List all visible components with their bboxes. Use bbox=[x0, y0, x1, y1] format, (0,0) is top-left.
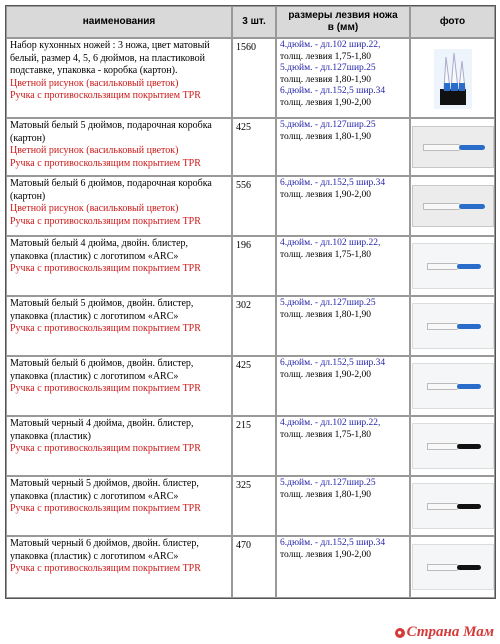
blade-dimensions-text: 4.дюйм. - дл.102 шир.22, bbox=[280, 418, 381, 428]
blade-dimensions-text: 5.дюйм. - дл.127шир.25 bbox=[280, 478, 376, 488]
blister-pack-photo bbox=[412, 423, 494, 469]
product-name-cell bbox=[6, 236, 232, 296]
product-feature-text: Цветной рисунок (васильковый цветок) bbox=[10, 145, 179, 156]
watermark-text: Страна Мам bbox=[406, 624, 494, 640]
blade-size-cell bbox=[276, 296, 410, 356]
watermark-logo: ● Страна Мам bbox=[395, 624, 494, 641]
product-feature-text: Ручка с противоскользящим покрытием TPR bbox=[10, 263, 201, 274]
table-row bbox=[6, 476, 495, 536]
table-row bbox=[6, 176, 495, 236]
blister-pack-photo bbox=[412, 544, 494, 590]
blade-dimensions-text: 6.дюйм. - дл.152,5 шир.34 bbox=[280, 358, 386, 368]
blade-dimensions-text: 4.дюйм. - дл.102 шир.22, bbox=[280, 40, 381, 50]
photo-cell bbox=[410, 176, 495, 236]
table-row bbox=[6, 296, 495, 356]
product-description-text: Матовый белый 5 дюймов, двойн. блистер, упаковка (пластик) с логотипом «ARC» bbox=[10, 298, 194, 322]
blade-dimensions-text: 6.дюйм. - дл.152,5 шир.34 bbox=[280, 86, 386, 96]
photo-cell bbox=[410, 476, 495, 536]
blade-size-cell bbox=[276, 118, 410, 176]
product-feature-text: Ручка с противоскользящим покрытием TPR bbox=[10, 215, 201, 227]
product-name-cell bbox=[6, 416, 232, 476]
photo-cell bbox=[410, 38, 495, 118]
header-size-line2: в (мм) bbox=[327, 22, 359, 33]
product-feature-text: Ручка с противоскользящим покрытием TPR bbox=[10, 90, 201, 101]
quantity-cell: 470 bbox=[232, 536, 276, 598]
blade-thickness-text: толщ. лезвия 1,80-1,90 bbox=[280, 131, 372, 142]
blade-dimensions-text: 5.дюйм. - дл.127шир.25 bbox=[280, 63, 376, 73]
blade-dimensions-text: 4.дюйм. - дл.102 шир.22, bbox=[280, 238, 381, 248]
blade-dimensions-text: 5.дюйм. - дл.127шир.25 bbox=[280, 120, 376, 130]
quantity-cell: 325 bbox=[232, 476, 276, 536]
product-table bbox=[5, 5, 496, 599]
photo-cell bbox=[410, 296, 495, 356]
quantity-cell: 196 bbox=[232, 236, 276, 296]
product-name-cell bbox=[6, 356, 232, 416]
photo-cell bbox=[410, 236, 495, 296]
blade-size-cell bbox=[276, 38, 410, 118]
quantity-cell: 556 bbox=[232, 176, 276, 236]
product-feature-text: Ручка с противоскользящим покрытием TPR bbox=[10, 323, 201, 334]
product-feature-text: Ручка с противоскользящим покрытием TPR bbox=[10, 157, 201, 169]
product-description-text: Матовый белый 5 дюймов, подарочная коробка (картон) bbox=[10, 120, 212, 144]
quantity-cell: 425 bbox=[232, 356, 276, 416]
blade-thickness-text: толщ. лезвия 1,90-2,00 bbox=[280, 97, 372, 108]
product-description-text: Набор кухонных ножей : 3 ножа, цвет матовый белый, размер 4, 5, 6 дюймов, на пластиковой подставке, упаковка - коробка (картон). bbox=[10, 40, 210, 76]
blade-dimensions-text: 5.дюйм. - дл.127шир.25 bbox=[280, 298, 376, 308]
product-name-cell bbox=[6, 118, 232, 176]
product-name-cell bbox=[6, 536, 232, 598]
knife-set-photo bbox=[434, 49, 472, 109]
header-size-line1: размеры лезвия ножа bbox=[288, 9, 398, 21]
product-name-cell bbox=[6, 176, 232, 236]
product-feature-text: Цветной рисунок (васильковый цветок) bbox=[10, 77, 179, 89]
product-description-text: Матовый белый 6 дюймов, подарочная коробка (картон) bbox=[10, 178, 212, 202]
quantity-cell: 302 bbox=[232, 296, 276, 356]
product-description-text: Матовый черный 4 дюйма, двойн. блистер, упаковка (пластик) bbox=[10, 418, 194, 442]
product-name-cell bbox=[6, 296, 232, 356]
table-row bbox=[6, 416, 495, 476]
quantity-cell: 215 bbox=[232, 416, 276, 476]
blade-dimensions-text: 6.дюйм. - дл.152,5 шир.34 bbox=[280, 178, 386, 188]
blade-thickness-text: толщ. лезвия 1,90-2,00 bbox=[280, 549, 372, 560]
blade-size-cell bbox=[276, 536, 410, 598]
blade-size-cell bbox=[276, 476, 410, 536]
photo-cell bbox=[410, 118, 495, 176]
quantity-cell: 425 bbox=[232, 118, 276, 176]
product-feature-text: Ручка с противоскользящим покрытием TPR bbox=[10, 563, 201, 574]
photo-cell bbox=[410, 536, 495, 598]
blade-thickness-text: толщ. лезвия 1,90-2,00 bbox=[280, 369, 372, 380]
blade-thickness-text: толщ. лезвия 1,75-1,80 bbox=[280, 249, 372, 260]
photo-cell bbox=[410, 356, 495, 416]
blade-size-cell bbox=[276, 236, 410, 296]
blade-size-cell bbox=[276, 416, 410, 476]
product-name-cell bbox=[6, 476, 232, 536]
blade-thickness-text: толщ. лезвия 1,80-1,90 bbox=[280, 74, 372, 85]
blade-thickness-text: толщ. лезвия 1,90-2,00 bbox=[280, 189, 372, 200]
header-size bbox=[276, 6, 410, 38]
blister-pack-photo bbox=[412, 363, 494, 409]
blade-dimensions-text: 6.дюйм. - дл.152,5 шир.34 bbox=[280, 538, 386, 548]
product-description-text: Матовый черный 6 дюймов, двойн. блистер, упаковка (пластик) с логотипом «ARC» bbox=[10, 538, 199, 562]
table-row bbox=[6, 536, 495, 598]
table-row bbox=[6, 236, 495, 296]
product-name-cell bbox=[6, 38, 232, 118]
product-feature-text: Ручка с противоскользящим покрытием TPR bbox=[10, 503, 201, 514]
blade-thickness-text: толщ. лезвия 1,75-1,80 bbox=[280, 51, 372, 62]
product-description-text: Матовый белый 6 дюймов, двойн. блистер, упаковка (пластик) с логотипом «ARC» bbox=[10, 358, 194, 382]
blister-pack-photo bbox=[412, 303, 494, 349]
table-header-row bbox=[6, 6, 495, 38]
product-description-text: Матовый черный 5 дюймов, двойн. блистер, упаковка (пластик) с логотипом «ARC» bbox=[10, 478, 199, 502]
header-name: наименования bbox=[6, 6, 232, 38]
table-row bbox=[6, 118, 495, 176]
table-row bbox=[6, 38, 495, 118]
header-qty: 3 шт. bbox=[232, 6, 276, 38]
blade-size-cell bbox=[276, 356, 410, 416]
product-description-text: Матовый белый 4 дюйма, двойн. блистер, упаковка (пластик) с логотипом «ARC» bbox=[10, 238, 189, 262]
photo-cell bbox=[410, 416, 495, 476]
product-feature-text: Ручка с противоскользящим покрытием TPR bbox=[10, 383, 201, 394]
blade-thickness-text: толщ. лезвия 1,75-1,80 bbox=[280, 429, 372, 440]
blister-pack-photo bbox=[412, 483, 494, 529]
header-photo: фото bbox=[410, 6, 495, 38]
table-row bbox=[6, 356, 495, 416]
gift-box-photo bbox=[412, 126, 494, 168]
blade-thickness-text: толщ. лезвия 1,80-1,90 bbox=[280, 309, 372, 320]
gift-box-photo bbox=[412, 185, 494, 227]
blister-pack-photo bbox=[412, 243, 494, 289]
blade-size-cell bbox=[276, 176, 410, 236]
product-feature-text: Цветной рисунок (васильковый цветок) bbox=[10, 203, 179, 214]
quantity-cell: 1560 bbox=[232, 38, 276, 118]
blade-thickness-text: толщ. лезвия 1,80-1,90 bbox=[280, 489, 372, 500]
product-feature-text: Ручка с противоскользящим покрытием TPR bbox=[10, 443, 201, 454]
